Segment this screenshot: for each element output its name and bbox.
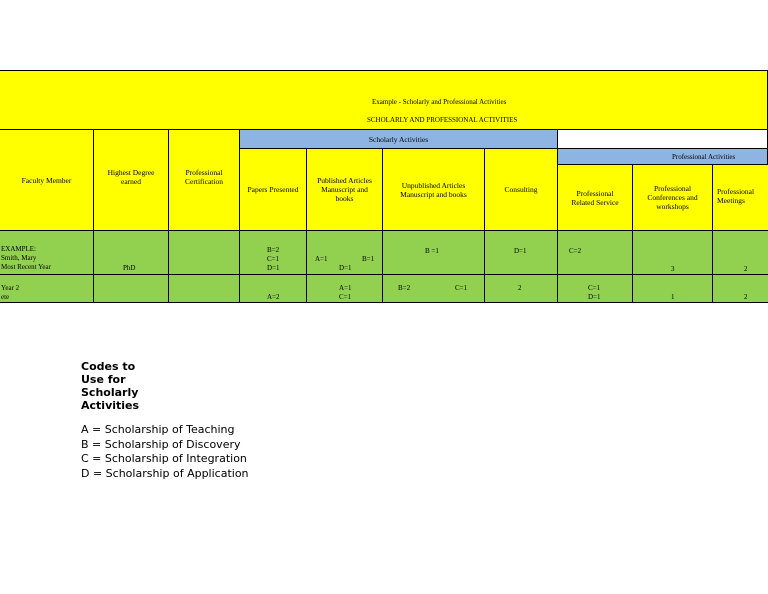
group-scholarly-label: Scholarly Activities — [368, 134, 429, 144]
row2-conferences — [633, 275, 713, 303]
col-published — [307, 149, 383, 231]
group-professional — [558, 149, 768, 165]
code-item-b: B = Scholarship of Discovery — [81, 437, 241, 451]
row1-conferences — [633, 231, 713, 275]
row1-name-l1: EXAMPLE: — [1, 245, 36, 253]
row1-consulting-value: D=1 — [514, 247, 527, 255]
row2-papers-value: A=2 — [267, 293, 280, 301]
row2-published-l2: C=1 — [339, 293, 352, 301]
row2-meetings — [713, 275, 768, 303]
col-degree-label: Highest Degree earned — [107, 168, 155, 186]
col-unpublished-label: Unpublished Articles Manuscript and books — [400, 180, 467, 199]
row2-consulting — [485, 275, 558, 303]
row1-service — [558, 231, 633, 275]
row1-meetings-value: 2 — [744, 265, 748, 273]
code-item-a: A = Scholarship of Teaching — [81, 423, 235, 436]
row1-certification — [169, 231, 240, 275]
row2-degree — [94, 275, 169, 303]
row1-meetings — [713, 231, 768, 275]
row2-faculty — [0, 275, 94, 303]
code-item-d: D = Scholarship of Application — [81, 466, 249, 480]
col-consulting-label: Consulting — [504, 185, 538, 194]
col-meetings — [713, 165, 768, 231]
row2-conferences-value: 1 — [671, 293, 675, 301]
row1-published-a: A=1 — [315, 255, 328, 263]
codes-title-l4: Activities — [81, 399, 140, 412]
col-papers — [240, 149, 307, 231]
row1-papers-l3: D=1 — [267, 264, 280, 272]
row1-service-value: C=2 — [569, 247, 582, 255]
row2-certification — [169, 275, 240, 303]
row1-unpublished-value: B =1 — [425, 247, 439, 255]
group-scholarly — [240, 130, 558, 149]
sheet-subtitle: SCHOLARLY AND PROFESSIONAL ACTIVITIES — [367, 116, 518, 124]
row1-published-d: D=1 — [339, 264, 352, 272]
row2-service — [558, 275, 633, 303]
row2-meetings-value: 2 — [744, 293, 748, 301]
codes-title-l3: Scholarly — [81, 386, 139, 399]
col-certification — [169, 130, 240, 231]
row1-degree — [94, 231, 169, 275]
row1-consulting — [485, 231, 558, 275]
row1-faculty — [0, 231, 94, 275]
col-certification-label: Professional Certification — [185, 168, 223, 186]
col-service-label: Professional Related Service — [571, 188, 619, 207]
row2-name-l2: ete — [1, 293, 10, 301]
row1-name-l2: Smith, Mary — [1, 254, 37, 262]
codes-title-l1: Codes to — [81, 360, 136, 373]
col-unpublished — [383, 149, 485, 231]
row1-papers — [240, 231, 307, 275]
col-consulting — [485, 149, 558, 231]
col-papers-label: Papers Presented — [247, 185, 299, 194]
row1-papers-l1: B=2 — [267, 246, 280, 254]
code-item-c: C = Scholarship of Integration — [81, 452, 247, 465]
group-professional-label: Professional Activities — [672, 153, 736, 161]
col-conferences — [633, 165, 713, 231]
row2-papers — [240, 275, 307, 303]
row2-published — [307, 275, 383, 303]
row1-unpublished — [383, 231, 485, 275]
col-faculty — [0, 130, 94, 231]
row2-published-l1: A=1 — [339, 284, 352, 292]
codes-legend — [81, 360, 249, 481]
row2-unpublished-b: B=2 — [398, 284, 411, 292]
row1-name-l3: Most Recent Year — [1, 263, 51, 271]
row2-consulting-value: 2 — [518, 284, 522, 292]
col-service — [558, 165, 633, 231]
row2-name-l1: Year 2 — [1, 284, 20, 292]
row1-published-b: B=1 — [362, 255, 375, 263]
row2-service-l2: D=1 — [588, 293, 601, 301]
row2-unpublished — [383, 275, 485, 303]
group-blank — [558, 130, 768, 149]
col-conferences-label: Professional Conferences and workshops — [647, 184, 698, 211]
row1-conferences-value: 3 — [671, 265, 675, 273]
title-band — [0, 70, 768, 130]
row2-unpublished-c: C=1 — [455, 284, 468, 292]
row1-papers-l2: C=1 — [267, 255, 280, 263]
row2-service-l1: C=1 — [588, 284, 601, 292]
col-published-label: Published Articles Manuscript and books — [317, 176, 372, 203]
row1-degree-value: PhD — [123, 264, 136, 272]
col-faculty-label: Faculty Member — [21, 175, 72, 185]
col-degree — [94, 130, 169, 231]
codes-title-l2: Use for — [81, 373, 126, 386]
sheet-title: Example - Scholarly and Professional Activities — [372, 98, 507, 106]
col-meetings-label: Professional Meetings — [717, 187, 755, 205]
row1-published — [307, 231, 383, 275]
